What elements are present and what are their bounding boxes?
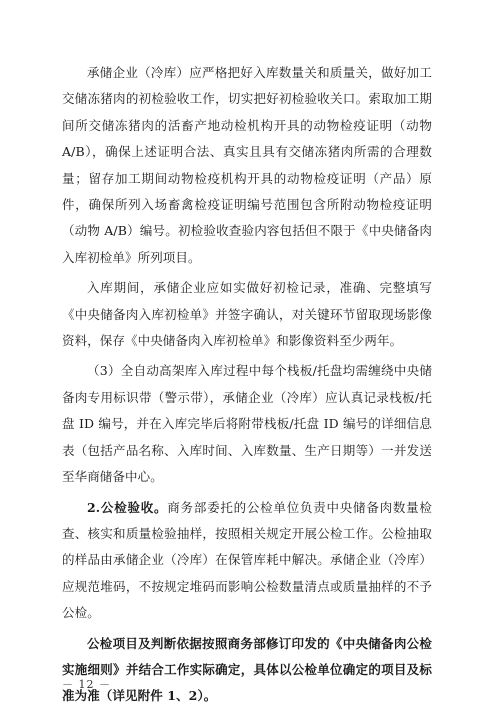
section-heading-public-inspection: 2.公检验收。 — [87, 499, 168, 515]
paragraph-inspection-records: 入库期间，承储企业应如实做好初检记录，准确、完整填写《中央储备肉入库初检单》并签字确认，对关键环节留取现场影像资料，保存《中央储备肉入库初检单》和影像资料至少两年。 — [62, 280, 432, 349]
paragraph-automated-warehouse: （3）全自动高架库入库过程中每个栈板/托盘均需缠绕中央储备肉专用标识带（警示带），承储企业（冷库）应认真记录栈板/托盘 ID 编号，并在入库完毕后将附带栈板/托盘 ID 编号的详细信息表（包括产品名称、入库时间、入库数量、生产日期等）一并发送至华商储备中心。 — [62, 363, 432, 485]
document-page — [62, 60, 432, 714]
paragraph-inspection-criteria: 公检项目及判断依据按照商务部修订印发的《中央储备肉公检实施细则》并结合工作实际确定，具体以公检单位确定的项目及标准为准（详见附件 1、2）。 — [62, 635, 432, 704]
paragraph-public-inspection — [62, 495, 432, 627]
public-inspection-body: 商务部委托的公检单位负责中央储备肉数量检查、核实和质量检验抽样，按照相关规定开展公检工作。公检抽取的样品由承储企业（冷库）在保管库耗中解决。承储企业（冷库）应规范堆码，不按规定堆码而影响公检数量清点或质量抽样的不予公检。 — [62, 499, 433, 621]
paragraph-initial-inspection: 承储企业（冷库）应严格把好入库数量关和质量关，做好加工交储冻猪肉的初检验收工作，切实把好初检验收关口。索取加工期间所交储冻猪肉的活畜产地动检机构开具的动物检疫证明（动物 A/B），确保上述证明合法、真实且具有交储冻猪肉所需的合理数量；留存加工期间动物检疫机构开具的动物检疫证明（产品）原件，确保所列入场畜禽检疫证明编号范围包含所附动物检疫证明（动物 A/B）编号。初检验收查验内容包括但不限于《中央储备肉入库初检单》所列项目。 — [62, 65, 432, 265]
page-number: － 12 － — [62, 678, 111, 691]
